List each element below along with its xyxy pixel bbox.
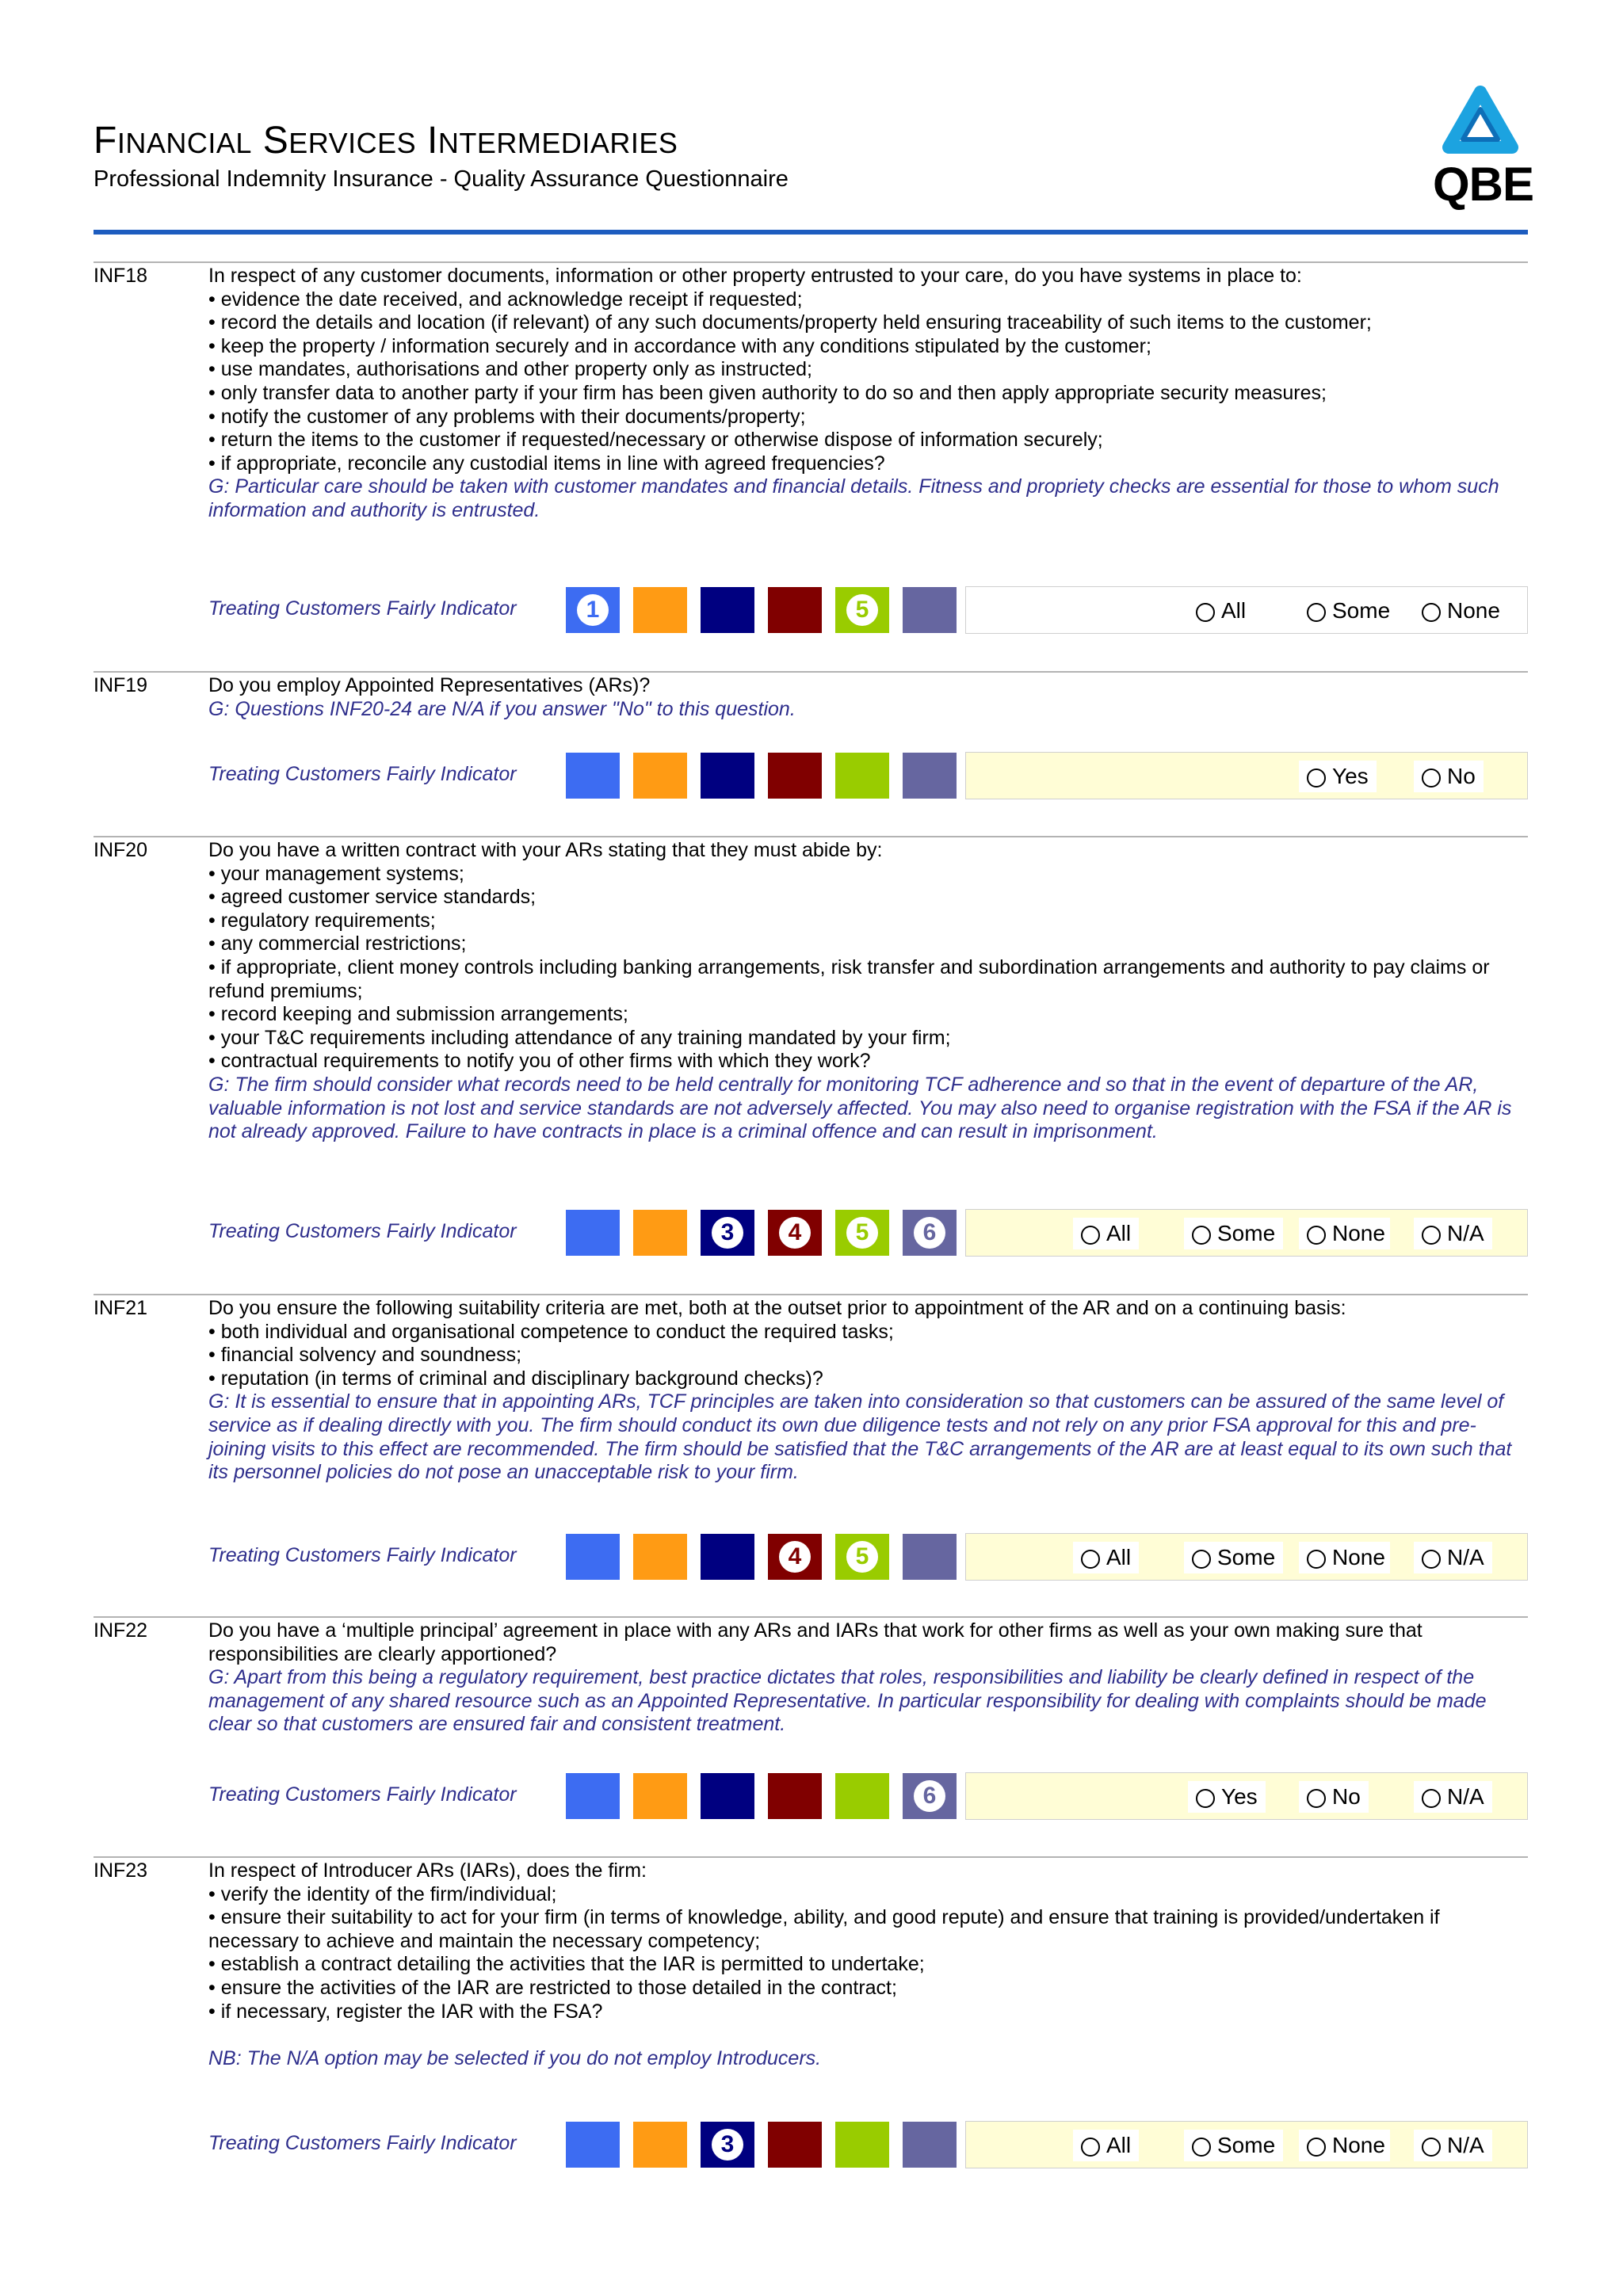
page-subtitle: Professional Indemnity Insurance - Quality Assurance Questionnaire (94, 166, 789, 192)
tcf-number-badge: 6 (914, 1780, 945, 1812)
bullet-line: • establish a contract detailing the activities that the IAR is permitted to undertake; (208, 1953, 925, 1976)
option-all[interactable]: All (1073, 2130, 1139, 2161)
option-all[interactable]: All (1073, 1218, 1139, 1249)
tcf-square-5 (834, 2121, 890, 2168)
question-text (208, 839, 1528, 1144)
tcf-square-2 (632, 1533, 688, 1581)
radio-icon[interactable] (1196, 1789, 1215, 1808)
option-none[interactable]: None (1414, 595, 1508, 627)
tcf-square-2 (632, 1209, 688, 1257)
tcf-label: Treating Customers Fairly Indicator (208, 597, 517, 620)
bullet-line: • return the items to the customer if requested/necessary or otherwise dispose of information securely; (208, 429, 1103, 452)
bullet-line: • ensure their suitability to act for your firm (in terms of knowledge, ability, and good repute) and ensure that training is provided/undertaken if necessary to achieve and maintain the necessary competency; (208, 1906, 1440, 1952)
bullet-line: • keep the property / information securely and in accordance with any conditions stipulated by the customer; (208, 334, 1151, 357)
answer-box (965, 2121, 1528, 2168)
radio-icon[interactable] (1307, 1789, 1326, 1808)
option-none[interactable]: None (1299, 2130, 1390, 2161)
tcf-square-4 (767, 1533, 823, 1581)
tcf-square-2 (632, 586, 688, 634)
divider (94, 671, 1528, 673)
bullet-line: • evidence the date received, and acknowledge receipt if requested; (208, 288, 803, 311)
guidance-note: G: It is essential to ensure that in appointing ARs, TCF principles are taken into consideration so that customers can be assured of the same level of service as if dealing directly with you. The firm should conduct its own due diligence tests and not rely on any prior FSA approval for this and pre-joining visits to this effect are recommended. The firm should be satisfied that the T&C arrangements of the AR are at least equal to its own such that its personnel policies do not pose an unacceptable risk to your firm. (208, 1390, 1512, 1484)
question-text (208, 265, 1528, 523)
tcf-square-5 (834, 752, 890, 799)
tcf-number-badge: 3 (712, 1217, 743, 1249)
radio-icon[interactable] (1422, 603, 1441, 622)
option-some[interactable]: Some (1299, 595, 1398, 627)
question-id: INF22 (94, 1619, 148, 1642)
tcf-label: Treating Customers Fairly Indicator (208, 1544, 517, 1566)
answer-box (965, 1772, 1528, 1820)
radio-icon[interactable] (1422, 1550, 1441, 1569)
question-line: Do you ensure the following suitability criteria are met, both at the outset prior to appointment of the AR and on a continuing basis: (208, 1297, 1346, 1319)
tcf-label: Treating Customers Fairly Indicator (208, 1220, 517, 1242)
option-none[interactable]: None (1299, 1542, 1390, 1573)
bullet-line: • agreed customer service standards; (208, 886, 537, 909)
tcf-square-2 (632, 1772, 688, 1820)
option-yes[interactable]: Yes (1188, 1781, 1266, 1813)
bullet-line: • regulatory requirements; (208, 909, 436, 932)
option-some[interactable]: Some (1184, 2130, 1283, 2161)
option-yes[interactable]: Yes (1299, 761, 1377, 792)
bullet-line: • verify the identity of the firm/individual; (208, 1882, 557, 1905)
spacer (208, 2023, 1528, 2047)
guidance-note: G: Apart from this being a regulatory requirement, best practice dictates that roles, responsibilities and liability be clearly defined in respect of the management of any shared resource such as an Appointed Representative. In particular responsibility for dealing with complaints should be made clear so that customers are ensured fair and consistent treatment. (208, 1666, 1487, 1736)
question-text (208, 1297, 1528, 1485)
radio-icon[interactable] (1196, 603, 1215, 622)
radio-icon[interactable] (1192, 2138, 1211, 2157)
bullet-line: • any commercial restrictions; (208, 933, 467, 955)
answer-box (965, 586, 1528, 634)
tcf-square-1 (565, 2121, 621, 2168)
tcf-label: Treating Customers Fairly Indicator (208, 1783, 517, 1806)
question-text (208, 674, 1528, 721)
radio-icon[interactable] (1081, 1550, 1100, 1569)
option-all[interactable]: All (1073, 1542, 1139, 1573)
radio-icon[interactable] (1192, 1550, 1211, 1569)
bullet-line: • financial solvency and soundness; (208, 1344, 522, 1367)
header-rule (94, 230, 1528, 235)
question-text (208, 1859, 1528, 2071)
tcf-square-5 (834, 1209, 890, 1257)
radio-icon[interactable] (1422, 769, 1441, 788)
answer-box (965, 1209, 1528, 1257)
divider (94, 1856, 1528, 1858)
page-title: FINANCIAL SERVICES INTERMEDIARIES (94, 120, 678, 162)
bullet-line: • if appropriate, client money controls including banking arrangements, risk transfer and subordination arrangements and authority to pay claims or refund premiums; (208, 955, 1490, 1002)
question-id: INF21 (94, 1297, 148, 1319)
radio-icon[interactable] (1307, 2138, 1326, 2157)
bullet-line: • notify the customer of any problems with their documents/property; (208, 405, 806, 428)
tcf-row (94, 1209, 1528, 1258)
guidance-note: G: Questions INF20-24 are N/A if you answer "No" to this question. (208, 697, 796, 720)
tcf-square-4 (767, 586, 823, 634)
logo-text: QBE (1433, 158, 1534, 211)
bullet-line: • if appropriate, reconcile any custodial items in line with agreed frequencies? (208, 452, 885, 475)
qbe-logo-icon (1433, 86, 1528, 157)
tcf-square-3 (700, 1209, 755, 1257)
qbe-logo (1433, 86, 1534, 212)
bullet-line: • ensure the activities of the IAR are restricted to those detailed in the contract; (208, 1976, 897, 1999)
option-na[interactable]: N/A (1414, 1542, 1492, 1573)
option-na[interactable]: N/A (1414, 2130, 1492, 2161)
tcf-square-6 (902, 1772, 957, 1820)
guidance-note: G: Particular care should be taken with customer mandates and financial details. Fitness and propriety checks are essential for those to whom such information and authority is entrusted. (208, 475, 1499, 521)
tcf-square-2 (632, 752, 688, 799)
tcf-number-badge: 1 (577, 594, 609, 626)
option-no[interactable]: No (1299, 1781, 1369, 1813)
tcf-square-4 (767, 2121, 823, 2168)
tcf-row (94, 2121, 1528, 2170)
question-line: In respect of Introducer ARs (IARs), does the firm: (208, 1859, 647, 1882)
bullet-line: • only transfer data to another party if your firm has been given authority to do so and then apply appropriate security measures; (208, 381, 1327, 404)
tcf-square-3 (700, 1772, 755, 1820)
tcf-square-1 (565, 586, 621, 634)
tcf-row (94, 586, 1528, 635)
tcf-square-5 (834, 1533, 890, 1581)
tcf-number-badge: 6 (914, 1217, 945, 1249)
question-id: INF18 (94, 265, 148, 287)
option-some[interactable]: Some (1184, 1218, 1283, 1249)
radio-icon[interactable] (1307, 1550, 1326, 1569)
question-id: INF20 (94, 839, 148, 861)
option-na[interactable]: N/A (1414, 1781, 1492, 1813)
bullet-line: • your T&C requirements including attendance of any training mandated by your firm; (208, 1026, 951, 1049)
answer-box (965, 1533, 1528, 1581)
bullet-line: • if necessary, register the IAR with the FSA? (208, 2000, 603, 2023)
question-line: Do you have a ‘multiple principal’ agreement in place with any ARs and IARs that work for other firms as well as your own making sure that responsibilities are clearly apportioned? (208, 1619, 1423, 1665)
radio-icon[interactable] (1422, 2138, 1441, 2157)
tcf-number-badge: 4 (779, 1541, 811, 1573)
bullet-line: • reputation (in terms of criminal and disciplinary background checks)? (208, 1367, 823, 1390)
bullet-line: • record keeping and submission arrangements; (208, 1003, 628, 1026)
tcf-row (94, 752, 1528, 801)
radio-icon[interactable] (1192, 1226, 1211, 1245)
tcf-square-1 (565, 1533, 621, 1581)
tcf-number-badge: 4 (779, 1217, 811, 1249)
tcf-square-2 (632, 2121, 688, 2168)
option-all[interactable]: All (1188, 595, 1254, 627)
tcf-square-3 (700, 586, 755, 634)
radio-icon[interactable] (1422, 1789, 1441, 1808)
radio-icon[interactable] (1307, 1226, 1326, 1245)
tcf-row (94, 1533, 1528, 1582)
question-line: Do you employ Appointed Representatives (ARs)? (208, 674, 651, 696)
tcf-number-badge: 5 (846, 1217, 878, 1249)
tcf-square-6 (902, 1209, 957, 1257)
tcf-square-3 (700, 1533, 755, 1581)
tcf-square-1 (565, 752, 621, 799)
tcf-label: Treating Customers Fairly Indicator (208, 2132, 517, 2154)
tcf-square-6 (902, 586, 957, 634)
tcf-label: Treating Customers Fairly Indicator (208, 763, 517, 785)
radio-icon[interactable] (1081, 1226, 1100, 1245)
tcf-square-1 (565, 1209, 621, 1257)
page-header (94, 119, 1534, 238)
tcf-square-5 (834, 586, 890, 634)
option-no[interactable]: No (1414, 761, 1484, 792)
radio-icon[interactable] (1307, 769, 1326, 788)
tcf-square-3 (700, 752, 755, 799)
tcf-number-badge: 5 (846, 1541, 878, 1573)
option-na[interactable]: N/A (1414, 1218, 1492, 1249)
question-id: INF23 (94, 1859, 148, 1882)
radio-icon[interactable] (1422, 1226, 1441, 1245)
guidance-note: G: The firm should consider what records need to be held centrally for monitoring TCF adherence and so that in the event of departure of the AR, valuable information is not lost and service standards are not adversely affected. You may also need to organise registration with the FSA if the AR is not already approved. Failure to have contracts in place is a criminal offence and can result in imprisonment. (208, 1073, 1512, 1143)
question-line: In respect of any customer documents, information or other property entrusted to your care, do you have systems in place to: (208, 265, 1302, 287)
divider (94, 1294, 1528, 1295)
question-line: Do you have a written contract with your ARs stating that they must abide by: (208, 839, 883, 861)
bullet-line: • contractual requirements to notify you of other firms with which they work? (208, 1050, 871, 1073)
bullet-line: • record the details and location (if relevant) of any such documents/property held ensuring traceability of such items to the customer; (208, 311, 1372, 334)
tcf-square-1 (565, 1772, 621, 1820)
question-id: INF19 (94, 674, 148, 696)
radio-icon[interactable] (1307, 603, 1326, 622)
tcf-square-4 (767, 752, 823, 799)
tcf-square-4 (767, 1209, 823, 1257)
tcf-number-badge: 3 (712, 2129, 743, 2161)
guidance-note: NB: The N/A option may be selected if you do not employ Introducers. (208, 2047, 822, 2070)
tcf-row (94, 1772, 1528, 1821)
bullet-line: • both individual and organisational competence to conduct the required tasks; (208, 1320, 894, 1343)
tcf-square-3 (700, 2121, 755, 2168)
question-text (208, 1619, 1528, 1737)
option-some[interactable]: Some (1184, 1542, 1283, 1573)
tcf-square-6 (902, 1533, 957, 1581)
answer-box (965, 752, 1528, 799)
tcf-square-6 (902, 752, 957, 799)
bullet-line: • use mandates, authorisations and other property only as instructed; (208, 358, 812, 381)
divider (94, 836, 1528, 837)
tcf-square-4 (767, 1772, 823, 1820)
tcf-square-5 (834, 1772, 890, 1820)
tcf-square-6 (902, 2121, 957, 2168)
tcf-number-badge: 5 (846, 594, 878, 626)
divider (94, 261, 1528, 263)
bullet-line: • your management systems; (208, 862, 464, 885)
radio-icon[interactable] (1081, 2138, 1100, 2157)
divider (94, 1616, 1528, 1618)
option-none[interactable]: None (1299, 1218, 1390, 1249)
